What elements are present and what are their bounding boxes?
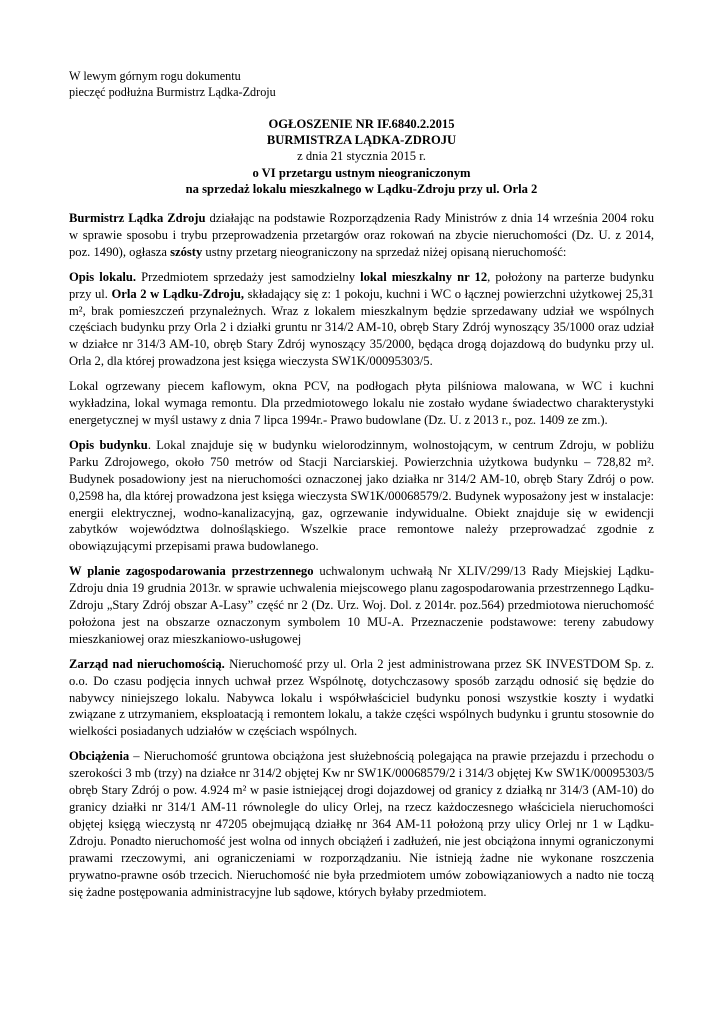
- paragraph-encumbrances: [69, 748, 654, 900]
- text: Przedmiotem sprzedaży jest samodzielny: [136, 269, 361, 284]
- text: – Nieruchomość gruntowa obciążona jest służebnością polegająca na prawie przejazdu i przechodu o szerokości 3 mb (trzy) na działce nr 314/2 objętej Kw nr SW1K/00068579/2 i 314/3 objętej Kw SW1K/00095303/5 obręb Stary Zdrój o pow. 4.924 m² w pasie istniejącej drogi dojazdowej od granicy z działką nr 314/3 (AM-10) do granicy działki nr 314/1 AM-11 równolegle do ulicy Orlej, na rzecz każdoczesnego właściciela nieruchomości objętej księgą wieczystą nr 47205 obejmującą działkę nr 364 AM-11 położoną przy ulicy Orlej nr 1 w Lądku-Zdroju. Ponadto nieruchomość jest wolna od innych obciążeń i zadłużeń, nie jest obciążona innymi ograniczonymi prawami rzeczowymi, ani ograniczeniami w rozporządzaniu. Nie istnieją żadne nie wykonane roszczenia prywatno-prawne osób trzecich. Nieruchomość nie była przedmiotem umów zobowiązaniowych a nadto nie toczą się żadne postępowania administracyjne lub sądowe, których byłaby przedmiotem.: [69, 749, 654, 899]
- text: Nieruchomość przy ul. Orla 2 jest administrowana przez SK INVESTDOM Sp. z. o.o. Do czasu podjęcia innych uchwał przez Wspólnotę, dotychczasowy sposób zarządu odnosić się będzie do nabywcy niniejszego lokalu. Nabywca lokalu i współwłaściciel budynku ponosi wszystkie koszty i wydatki związane z utrzymaniem, eksploatacją i remontem lokalu, a także części wspólnych budynku i gruntu stosownie do wielkości posiadanych udziałów w częściach wspólnych.: [69, 656, 654, 739]
- document-body: [69, 210, 654, 908]
- bold-text: W planie zagospodarowania przestrzennego: [69, 564, 314, 579]
- bold-text: szósty: [170, 244, 203, 259]
- title-subject: o VI przetargu ustnym nieograniczonym: [252, 165, 471, 180]
- bold-text: Zarząd nad nieruchomością.: [69, 656, 225, 671]
- title-issuer: BURMISTRZA LĄDKA-ZDROJU: [266, 133, 457, 148]
- note-line: W lewym górnym rogu dokumentu: [69, 69, 241, 83]
- bold-text: Burmistrz Lądka Zdroju: [69, 211, 206, 225]
- title-date: z dnia 21 stycznia 2015 r.: [297, 149, 426, 164]
- bold-text: Obciążenia: [69, 749, 130, 764]
- text: uchwalonym uchwałą Nr XLIV/299/13 Rady Miejskiej Lądku-Zdroju dnia 19 grudnia 2013r. w sprawie uchwalenia miejscowego planu zagospodarowania przestrzennego Lądku-Zdroju „Stary Zdrój obszar A-Lasy” część nr 2 (Dz. Urz. Woj. Dol. z 2014r. poz.564) przedmiotowa nieruchomość położona jest na obszarze oznaczonym symbolem 10 MU-A. Przeznaczenie podstawowe: tereny zabudowy mieszkaniowej oraz mieszkaniowo-usługowej: [69, 564, 654, 646]
- text: działając na podstawie Rozporządzenia Rady Ministrów z dnia 14 września 2004 roku w sprawie sposobu i trybu przeprowadzenia przetargów oraz rokowań na zbycie nieruchomości (Dz. U. z 2014, poz. 1490), ogłasza: [69, 211, 654, 259]
- title-object: na sprzedaż lokalu mieszkalnego w Lądku-Zdroju przy ul. Orla 2: [185, 181, 538, 196]
- text: ustny przetarg nieograniczony na sprzedaż niżej opisaną nieruchomość:: [202, 244, 567, 259]
- paragraph-management: [69, 656, 654, 741]
- bold-text: lokal mieszkalny nr 12: [360, 269, 488, 284]
- paragraph-building-description: [69, 437, 654, 555]
- bold-text: Orla 2 w Lądku-Zdroju,: [111, 286, 245, 301]
- bold-text: Opis budynku: [69, 437, 148, 452]
- text: , położony na parterze budynku przy ul.: [69, 269, 654, 301]
- paragraph-intro: [69, 210, 654, 261]
- text: składający się z: 1 pokoju, kuchni i WC o łącznej powierzchni użytkowej 25,31 m², brak pomieszczeń przynależnych. Wraz z lokalem mieszkalnym będzie sprzedawany udział we wspólnych częściach budynku przy Orla 2 i działki gruntu nr 314/2 AM-10, obręb Stary Zdrój wynoszący 35/1000 oraz udział w działce nr 314/3 AM-10, obręb Stary Zdrój wynoszący 35/2000, będąca drogą dojazdową do budynku przy ul. Orla 2, dla której prowadzona jest księga wieczysta SW1K/00095303/5.: [69, 286, 654, 369]
- note-line: pieczęć podłużna Burmistrz Lądka-Zdroju: [69, 85, 276, 99]
- header-note: [69, 68, 629, 100]
- text: Lokal ogrzewany piecem kaflowym, okna PCV, na podłogach płyta pilśniowa malowana, w WC i kuchni wykładzina, lokal wymaga remontu. Dla przedmiotowego lokalu nie zostało wydane świadectwo charakterystyki energetycznej w myśl ustawy z dnia 7 lipca 1994r.- Prawo budowlane (Dz. U. z 2013 r., poz. 1409 ze zm.).: [69, 379, 654, 427]
- title-number: OGŁOSZENIE NR IF.6840.2.2015: [268, 117, 455, 131]
- bold-text: Opis lokalu.: [69, 269, 137, 284]
- paragraph-unit-description: [69, 269, 654, 370]
- paragraph-unit-condition: [69, 378, 654, 429]
- announcement-title: [69, 116, 654, 197]
- paragraph-zoning-plan: [69, 563, 654, 648]
- text: . Lokal znajduje się w budynku wielorodzinnym, wolnostojącym, w centrum Zdroju, w pobliżu Parku Zdrojowego, około 750 metrów od Stacji Narciarskiej. Powierzchnia użytkowa budynku – 728,82 m². Budynek posadowiony jest na nieruchomości oznaczonej jako działka nr 314/2 AM-10, obręb Stary Zdrój o pow. 0,2598 ha, dla której prowadzona jest księga wieczysta SW1K/00068579/2. Budynek wyposażony jest w instalacje: energii elektrycznej, wodno-kanalizacyjną, gaz, ogrzewanie indywidualne. Obiekt znajduje się w ewidencji zabytków województwa dolnośląskiego. Wszelkie prace remontowe należy przeprowadzać zgodnie z obowiązującymi przepisami prawa budowlanego.: [69, 437, 654, 554]
